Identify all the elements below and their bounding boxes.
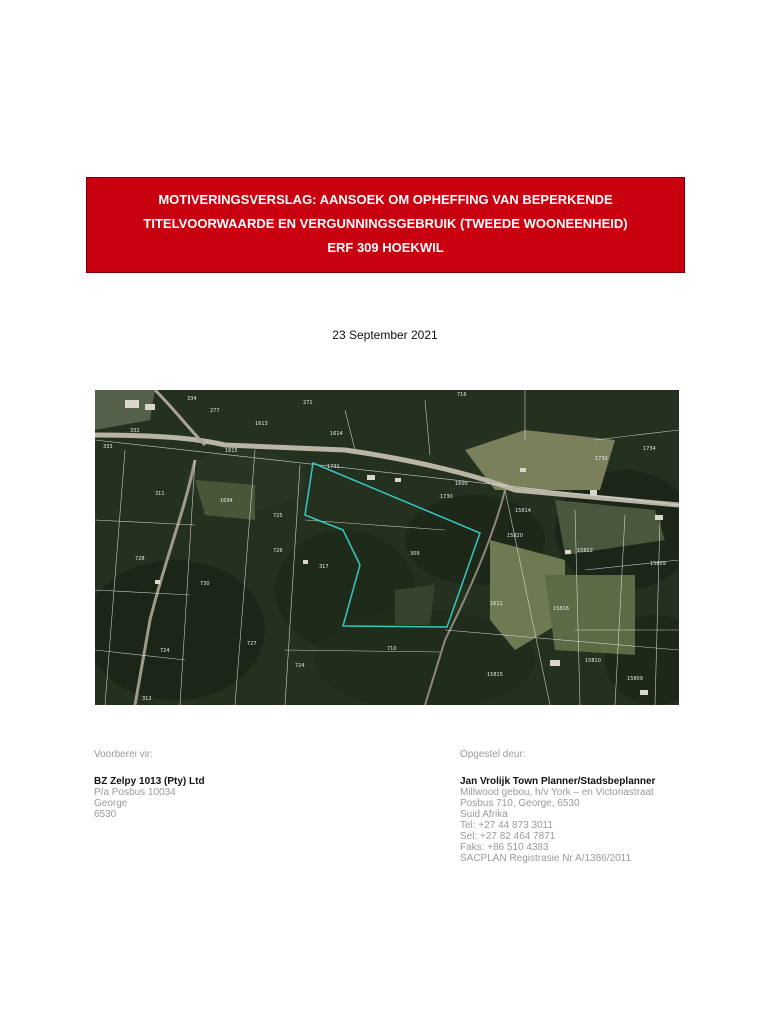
client-name: BZ Zelpy 1013 (Pty) Ltd [94,776,205,787]
erf-label: 15809 [650,561,666,567]
client-address-line: 6530 [94,809,117,820]
erf-label: 1611 [490,601,503,607]
planner-phone: Tel: +27 44 873 3011 [460,820,553,831]
erf-label: 317 [319,564,329,570]
planner-registration: SACPLAN Registrasie Nr A/1386/2011 [460,853,632,864]
erf-label: 15815 [487,672,503,678]
erf-label: 311 [155,491,165,497]
erf-label: 15822 [577,548,593,554]
erf-label: 730 [200,581,210,587]
erf-label: 332 [130,428,140,434]
planner-address-line: Posbus 710, George, 6530 [460,798,580,809]
prepared-for-label: Voorberei vir: [94,749,153,760]
erf-label: 15814 [515,508,531,514]
planner-address-line: Suid Afrika [460,809,508,820]
erf-label: 309 [410,551,420,557]
erf-label: 724 [295,663,305,669]
erf-label: 728 [135,556,145,562]
report-title-line-1: MOTIVERINGSVERSLAG: AANSOEK OM OPHEFFING VAN BEPERKENDE [158,192,613,207]
erf-label: 1731 [327,464,340,470]
erf-label: 716 [457,392,467,398]
aerial-map-svg [95,390,679,705]
erf-label: 15816 [553,606,569,612]
erf-label: 1734 [643,446,656,452]
report-title-line-3: ERF 309 HOEKWIL [327,240,444,255]
erf-label: 312 [142,696,152,702]
erf-label: 1730 [595,456,608,462]
erf-label: 15809 [627,676,643,682]
erf-label: 277 [210,408,220,414]
erf-label: 271 [303,400,313,406]
erf-label: 333 [103,444,113,450]
erf-label: 710 [387,646,397,652]
report-title-line-2: TITELVOORWAARDE EN VERGUNNINGSGEBRUIK (TWEEDE WOONEENHEID) [143,216,628,231]
prepared-by-label: Opgestel deur: [460,749,526,760]
erf-label: 15820 [507,533,523,539]
erf-label: 1615 [225,448,238,454]
planner-address-line: Millwood gebou, h/v York – en Victoriastraat [460,787,654,798]
erf-label: 727 [247,641,257,647]
erf-label: 1613 [255,421,268,427]
erf-label: 1614 [330,431,343,437]
planner-name: Jan Vrolijk Town Planner/Stadsbeplanner [460,776,656,787]
erf-label: 15810 [585,658,601,664]
prepared-by-block [460,749,655,864]
erf-label: 1730 [440,494,453,500]
client-address-line: P/a Posbus 10034 [94,787,176,798]
prepared-for-block [94,749,205,820]
erf-label: 1694 [220,498,233,504]
erf-label: 726 [273,548,283,554]
planner-cell: Sel: +27 82 464 7871 [460,831,556,842]
client-address-line: George [94,798,128,809]
erf-label: 334 [187,396,197,402]
aerial-map-image [95,390,679,705]
erf-label: 1600 [455,481,468,487]
report-title-banner [86,177,685,273]
erf-label: 725 [273,513,283,519]
planner-fax: Faks: +86 510 4383 [460,842,549,853]
report-date: 23 September 2021 [332,328,438,342]
erf-label: 724 [160,648,170,654]
